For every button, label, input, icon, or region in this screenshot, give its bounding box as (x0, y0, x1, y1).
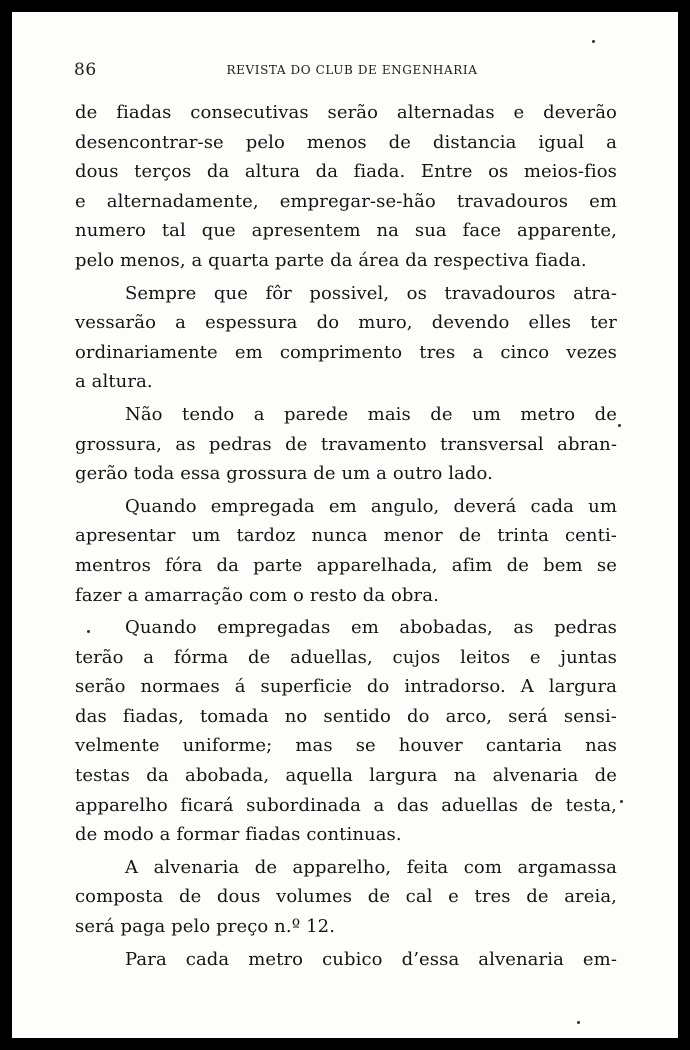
text-line: numero tal que apresentem na sua face apparente, (75, 220, 617, 242)
text-line: desencontrar-se pelo menos de distancia igual a (75, 131, 617, 153)
text-line: será paga pelo preço n.º 12. (75, 916, 336, 938)
text-line: Sempre que fôr possivel, os travadouros atra- (125, 282, 617, 304)
book-page (12, 12, 678, 1038)
text-line: de fiadas consecutivas serão alternadas e deverão (75, 102, 617, 123)
text-line: das fiadas, tomada no sentido do arco, será sensi- (75, 705, 617, 727)
page-header (74, 60, 620, 84)
text-line: apresentar um tardoz nunca menor de trinta centi- (75, 525, 617, 547)
print-speck (618, 424, 621, 427)
print-speck (620, 800, 623, 803)
text-line: pelo menos, a quarta parte da área da respectiva fiada. (75, 249, 587, 271)
paragraph (75, 98, 617, 276)
text-line: mentros fóra da parte apparelhada, afim de bem se (75, 554, 617, 576)
text-line: dous terços da altura da fiada. Entre os meios-fios (75, 161, 617, 183)
text-line: Não tendo a parede mais de um metro de (125, 403, 617, 425)
text-line: vessarão a espessura do muro, devendo elles ter (75, 312, 617, 334)
text-line: apparelho ficará subordinada a das aduellas de testa, (75, 794, 617, 816)
print-speck (592, 40, 595, 43)
paragraph (75, 279, 617, 397)
text-line: grossura, as pedras de travamento transversal abran- (75, 433, 617, 455)
text-line: A alvenaria de apparelho, feita com argamassa (125, 856, 617, 878)
paragraph (75, 400, 617, 489)
body-text (75, 98, 617, 974)
text-line: e alternadamente, empregar-se-hão travadouros em (75, 190, 617, 212)
running-title: REVISTA DO CLUB DE ENGENHARIA (226, 63, 478, 77)
print-speck (577, 1021, 580, 1024)
text-line: ordinariamente em comprimento tres a cinco vezes (75, 341, 617, 363)
page-number: 86 (74, 60, 97, 80)
text-line: gerão toda essa grossura de um a outro lado. (75, 463, 493, 485)
text-line: a altura. (75, 371, 153, 393)
text-line: velmente uniforme; mas se houver cantaria nas (75, 735, 617, 757)
text-line: de modo a formar fiadas continuas. (75, 824, 402, 846)
text-line: fazer a amarração com o resto da obra. (75, 584, 439, 606)
paragraph (75, 945, 617, 975)
print-speck (87, 630, 90, 633)
text-line: composta de dous volumes de cal e tres de areia, (75, 886, 617, 908)
paragraph (75, 492, 617, 610)
paragraph (75, 853, 617, 942)
text-line: terão a fórma de aduellas, cujos leitos e juntas (75, 646, 617, 668)
text-line: testas da abobada, aquella largura na alvenaria de (75, 765, 617, 787)
text-line: Quando empregada em angulo, deverá cada um (125, 495, 617, 517)
text-line: Quando empregadas em abobadas, as pedras (125, 617, 617, 639)
text-line: Para cada metro cubico d’essa alvenaria em- (125, 948, 617, 970)
text-line: serão normaes á superficie do intradorso. A largura (75, 676, 617, 698)
paragraph (75, 613, 617, 850)
